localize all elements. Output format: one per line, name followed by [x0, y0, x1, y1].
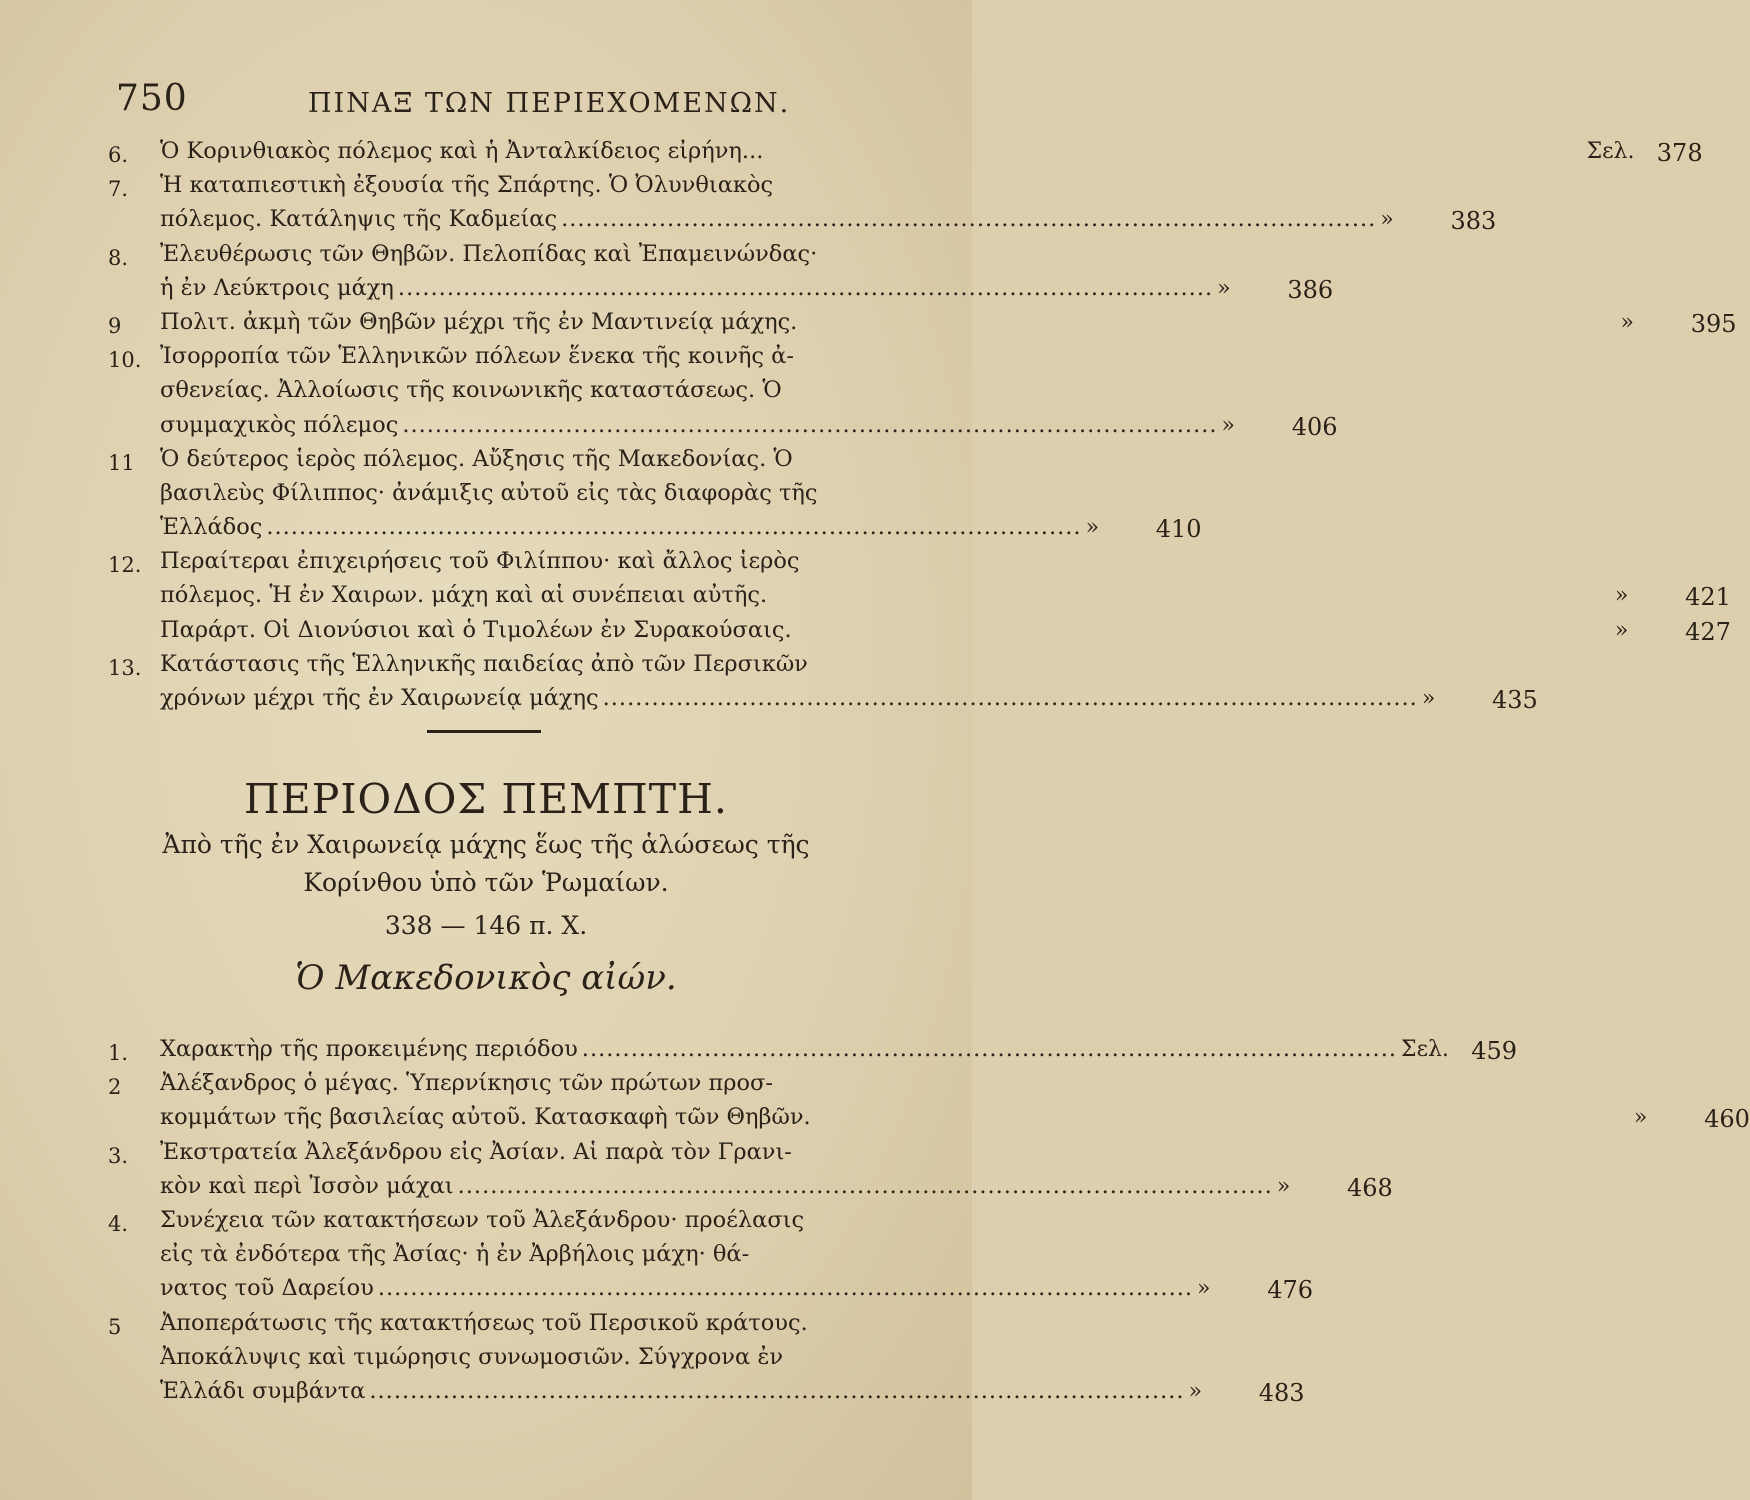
- toc-entry-number: 1.: [108, 1041, 129, 1065]
- page-number-ref: 383: [1450, 207, 1497, 236]
- page-prefix: »: [1614, 583, 1629, 609]
- toc-line-text: Ἑλλάδι συμβάντα: [160, 1377, 366, 1404]
- toc-line: [160, 1070, 1750, 1104]
- dot-leader: [561, 206, 1376, 232]
- page-number-ref: 406: [1291, 412, 1338, 441]
- toc-line: [160, 685, 1538, 719]
- toc-line-text: Ἡ καταπιεστικὴ ἐξουσία τῆς Σπάρτης. Ὁ Ὀλυνθιακὸς: [160, 172, 774, 199]
- page-prefix: »: [1217, 275, 1231, 301]
- dot-leader: [582, 1036, 1397, 1062]
- page-reference: [1277, 1174, 1393, 1202]
- page-reference: [1380, 207, 1496, 235]
- dot-leader: [402, 412, 1217, 438]
- toc-line: [160, 206, 1496, 240]
- toc-line-text: Ἐλευθέρωσις τῶν Θηβῶν. Πελοπίδας καὶ Ἐπαμεινώνδας·: [160, 240, 818, 267]
- toc-line: [160, 1378, 1305, 1412]
- toc-line-text: σθενείας. Ἀλλοίωσις τῆς κοινωνικῆς καταστάσεως. Ὁ: [160, 377, 782, 404]
- page-prefix: Σελ.: [1401, 1037, 1449, 1062]
- toc-entry: [108, 1309, 1305, 1413]
- toc-line-text: κομμάτων τῆς βασιλείας αὐτοῦ. Κατασκαφὴ τῶν Θηβῶν.: [160, 1104, 811, 1131]
- period-subtitle-line-1: Ἀπὸ τῆς ἐν Χαιρωνείᾳ μάχης ἕως τῆς ἁλώσεως τῆς: [162, 830, 810, 859]
- toc-line-text: εἰς τὰ ἐνδότερα τῆς Ἀσίας· ἡ ἐν Ἀρβήλοις μάχη· θά-: [160, 1241, 750, 1268]
- toc-entry: [108, 138, 1703, 172]
- toc-line-text: Περαίτεραι ἐπιχειρήσεις τοῦ Φιλίππου· καὶ ἄλλος ἱερὸς: [160, 548, 800, 575]
- page-number-ref: 410: [1155, 515, 1202, 544]
- dot-leader: [458, 1173, 1273, 1199]
- toc-entry: [108, 1036, 1518, 1070]
- toc-line: [160, 343, 1338, 377]
- toc-line: [160, 1241, 1313, 1275]
- page-number-ref: 435: [1492, 686, 1538, 714]
- page-reference: [1086, 515, 1202, 543]
- period-subtitle-line-2: Κορίνθου ὑπὸ τῶν Ῥωμαίων.: [303, 868, 669, 897]
- page-number-ref: 395: [1690, 309, 1737, 338]
- toc-line-text: χρόνων μέχρι τῆς ἐν Χαιρωνείᾳ μάχης: [160, 685, 599, 711]
- toc-entry-number: 4.: [108, 1211, 129, 1236]
- toc-entry: [108, 1070, 1750, 1138]
- toc-entry: [108, 1138, 1393, 1207]
- toc-entry: [108, 308, 1737, 343]
- dot-leader: [369, 1378, 1184, 1404]
- page-reference: [1615, 618, 1731, 646]
- toc-entry: [108, 172, 1497, 240]
- page-prefix: »: [1614, 617, 1629, 643]
- toc-entry-number: 5: [108, 1314, 122, 1339]
- toc-line: [160, 1104, 1750, 1138]
- toc-line: [160, 172, 1496, 206]
- page-number-ref: 427: [1685, 617, 1731, 646]
- page-header: [116, 74, 876, 120]
- toc-line-text: Παράρτ. Οἱ Διονύσιοι καὶ ὁ Τιμολέων ἐν Συρακούσαις.: [160, 616, 792, 643]
- toc-line: [160, 241, 1333, 275]
- toc-entry: [108, 240, 1334, 309]
- toc-line-text: πόλεμος. Κατάληψις τῆς Καδμείας: [160, 206, 558, 233]
- page-number-ref: 460: [1704, 1105, 1750, 1134]
- toc-line: [160, 1036, 1517, 1070]
- toc-entry-number: 12.: [108, 553, 142, 578]
- page-number-ref: 468: [1347, 1173, 1393, 1202]
- page-prefix: »: [1633, 1105, 1648, 1131]
- page-prefix: »: [1188, 1378, 1203, 1404]
- toc-line-text: βασιλεὺς Φίλιππος· ἀνάμιξις αὐτοῦ εἰς τὰς διαφορὰς τῆς: [160, 479, 818, 506]
- period-dates: 338 — 146 π. Χ.: [384, 911, 588, 940]
- page-reference: [1222, 413, 1338, 441]
- toc-line-text: Ἀποπεράτωσις τῆς κατακτήσεως τοῦ Περσικοῦ κράτους.: [160, 1309, 808, 1336]
- dot-leader: [378, 1275, 1193, 1301]
- toc-line-text: πόλεμος. Ἡ ἐν Χαιρων. μάχη καὶ αἱ συνέπειαι αὐτῆς.: [160, 582, 768, 609]
- page-number-ref: 483: [1258, 1378, 1305, 1407]
- toc-line: [160, 446, 1202, 480]
- toc-line: [160, 1139, 1393, 1173]
- page-number-ref: 476: [1267, 1276, 1314, 1305]
- toc-entry-number: 10.: [108, 348, 142, 373]
- page-reference: [1422, 686, 1538, 714]
- toc-line: [160, 1310, 1305, 1344]
- toc-line: [160, 138, 1703, 172]
- toc-entry-number: 6.: [108, 143, 129, 167]
- toc-entry-number: 9: [108, 313, 122, 338]
- page-prefix: »: [1421, 686, 1436, 711]
- page-prefix: »: [1380, 207, 1394, 233]
- toc-line: [160, 514, 1202, 548]
- page-prefix: Σελ.: [1586, 139, 1635, 164]
- toc-entry-number: 11: [108, 450, 135, 475]
- toc-line-text: νατος τοῦ Δαρείου: [160, 1275, 374, 1302]
- period-title: ΠΕΡΙΟΔΟΣ ΠΕΜΠΤΗ.: [244, 775, 728, 823]
- toc-entry-number: 7.: [108, 177, 129, 202]
- toc-line-text: Ἀποκάλυψις καὶ τιμώρησις συνωμοσιῶν. Σύγχρονα ἐν: [160, 1343, 784, 1370]
- page-reference: [1189, 1379, 1305, 1407]
- toc-line: [160, 275, 1333, 309]
- toc-line: [160, 377, 1338, 411]
- page-reference: [1634, 1105, 1750, 1133]
- toc-line-text: Χαρακτὴρ τῆς προκειμένης περιόδου: [160, 1036, 578, 1062]
- toc-entry-number: 3.: [108, 1143, 129, 1168]
- toc-line: [160, 1275, 1313, 1309]
- page-number-ref: 386: [1287, 275, 1334, 304]
- toc-entry: [108, 343, 1338, 446]
- toc-line-text: Ἰσορροπία τῶν Ἑλληνικῶν πόλεων ἕνεκα τῆς κοινῆς ἀ-: [160, 343, 794, 370]
- page-reference: [1401, 1037, 1517, 1065]
- toc-line: [160, 309, 1737, 343]
- toc-line: [160, 651, 1538, 685]
- toc-line-text: Ἑλλάδος: [160, 514, 263, 541]
- era-title: Ὁ Μακεδονικὸς αἰών.: [295, 958, 677, 998]
- page-reference: [1587, 139, 1703, 167]
- toc-line-text: κὸν καὶ περὶ Ἰσσὸν μάχαι: [160, 1172, 454, 1199]
- toc-line: [160, 617, 1731, 651]
- page-reference: [1217, 276, 1333, 304]
- page-prefix: »: [1620, 309, 1635, 335]
- table-of-contents-part-1: [108, 138, 1737, 719]
- section-divider: [427, 730, 541, 733]
- toc-line-text: συμμαχικὸς πόλεμος: [160, 411, 399, 438]
- toc-line-text: Ἐκστρατεία Ἀλεξάνδρου εἰς Ἀσίαν. Αἱ παρὰ τὸν Γρανι-: [160, 1138, 792, 1165]
- page-number-ref: 421: [1685, 583, 1731, 612]
- toc-entry: [108, 1206, 1314, 1310]
- page-reference: [1197, 1276, 1313, 1304]
- toc-line-text: Πολιτ. ἀκμὴ τῶν Θηβῶν μέχρι τῆς ἐν Μαντινείᾳ μάχης.: [160, 308, 798, 335]
- toc-line: [160, 548, 1731, 582]
- toc-entry-number: 13.: [108, 655, 142, 680]
- toc-line-text: Κατάστασις τῆς Ἑλληνικῆς παιδείας ἀπὸ τῶν Περσικῶν: [160, 650, 808, 677]
- page-number: 750: [116, 78, 188, 119]
- page-prefix: »: [1276, 1173, 1291, 1199]
- toc-entry-number: 2: [108, 1075, 122, 1100]
- toc-line-text: Συνέχεια τῶν κατακτήσεων τοῦ Ἀλεξάνδρου· προέλασις: [160, 1206, 805, 1233]
- page-number-ref: 459: [1471, 1037, 1518, 1065]
- dot-leader: [398, 275, 1213, 301]
- toc-line: [160, 480, 1202, 514]
- toc-entry: [108, 445, 1202, 549]
- page-reference: [1621, 310, 1737, 338]
- toc-line-text: Ὁ δεύτερος ἱερὸς πόλεμος. Αὔξησις τῆς Μακεδονίας. Ὁ: [160, 445, 793, 472]
- toc-line: [160, 412, 1338, 446]
- toc-line-text: ἡ ἐν Λεύκτροις μάχη: [160, 274, 394, 301]
- table-of-contents-part-2: [108, 1036, 1750, 1412]
- page-prefix: »: [1197, 1276, 1211, 1302]
- toc-line: [160, 1344, 1305, 1378]
- dot-leader: [603, 685, 1418, 711]
- toc-line: [160, 1173, 1393, 1207]
- dot-leader: [266, 514, 1081, 540]
- toc-line: [160, 582, 1731, 616]
- toc-entry-number: 8.: [108, 245, 129, 270]
- toc-line-text: Ὁ Κορινθιακὸς πόλεμος καὶ ἡ Ἀνταλκίδειος εἰρήνη...: [160, 138, 764, 164]
- running-head: ΠΙΝΑΞ ΤΩΝ ΠΕΡΙΕΧΟΜΕΝΩΝ.: [308, 88, 791, 119]
- page-prefix: »: [1221, 412, 1236, 438]
- toc-line: [160, 1207, 1313, 1241]
- page-prefix: »: [1085, 515, 1100, 541]
- toc-line-text: Ἀλέξανδρος ὁ μέγας. Ὑπερνίκησις τῶν πρώτων προσ-: [160, 1070, 773, 1097]
- toc-entry: [108, 650, 1538, 719]
- page-number-ref: 378: [1656, 139, 1703, 167]
- toc-entry: [108, 548, 1731, 651]
- page-reference: [1615, 583, 1731, 611]
